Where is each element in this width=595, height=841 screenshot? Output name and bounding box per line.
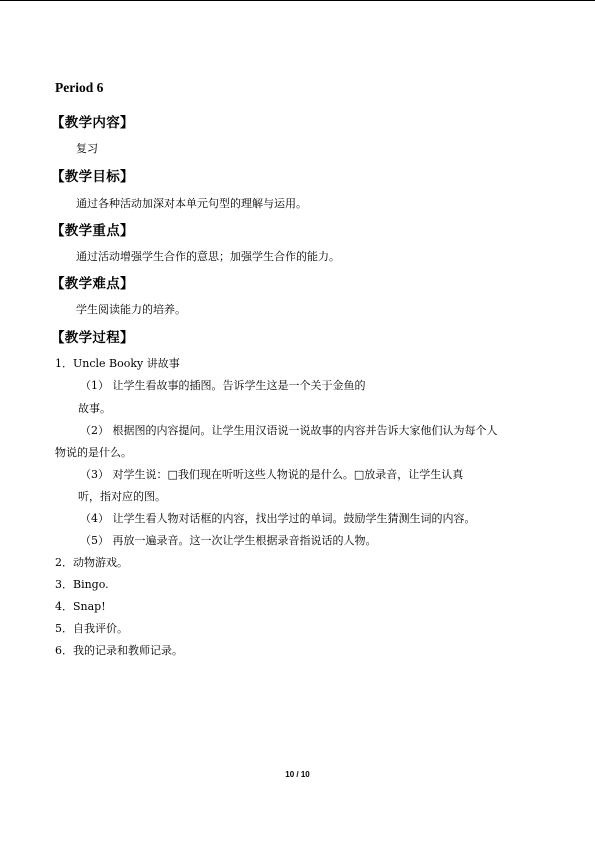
process-sub-1b: 故事。 [78, 402, 111, 415]
heading-difficulties: 【教学难点】 [51, 276, 134, 292]
content-text: 复习 [76, 142, 98, 155]
heading-goals: 【教学目标】 [51, 169, 134, 185]
process-sub-2b: 物说的是什么。 [55, 446, 132, 459]
process-sub-2a: （2） 根据图的内容提问。让学生用汉语说一说故事的内容并告诉大家他们认为每个人 [80, 424, 498, 437]
process-item-6: 6．我的记录和教师记录。 [55, 644, 183, 657]
process-item-1: 1．Uncle Booky 讲故事 [55, 357, 180, 370]
process-sub-4: （4） 让学生看人物对话框的内容，找出学过的单词。鼓励学生猜测生词的内容。 [80, 512, 476, 525]
process-sub-1a: （1） 让学生看故事的插图。告诉学生这是一个关于金鱼的 [80, 379, 366, 392]
heading-key-points: 【教学重点】 [51, 223, 134, 239]
page-number: 10 / 10 [285, 770, 310, 779]
process-item-2: 2．动物游戏。 [55, 556, 128, 569]
key-points-text: 通过活动增强学生合作的意思；加强学生合作的能力。 [76, 250, 340, 263]
process-item-5: 5．自我评价。 [55, 622, 128, 635]
difficulties-text: 学生阅读能力的培养。 [76, 303, 186, 316]
heading-content: 【教学内容】 [51, 115, 134, 131]
period-title: Period 6 [55, 80, 104, 95]
heading-process: 【教学过程】 [51, 330, 134, 346]
top-border [0, 0, 595, 1]
process-sub-3a: （3） 对学生说：□我们现在听听这些人物说的是什么。□放录音，让学生认真 [80, 468, 464, 481]
process-item-4: 4．Snap! [55, 600, 106, 613]
goals-text: 通过各种活动加深对本单元句型的理解与运用。 [76, 197, 307, 210]
process-item-3: 3．Bingo. [55, 578, 109, 591]
process-sub-3b: 听，指对应的图。 [78, 490, 166, 503]
process-sub-5: （5） 再放一遍录音。这一次让学生根据录音指说话的人物。 [80, 534, 377, 547]
